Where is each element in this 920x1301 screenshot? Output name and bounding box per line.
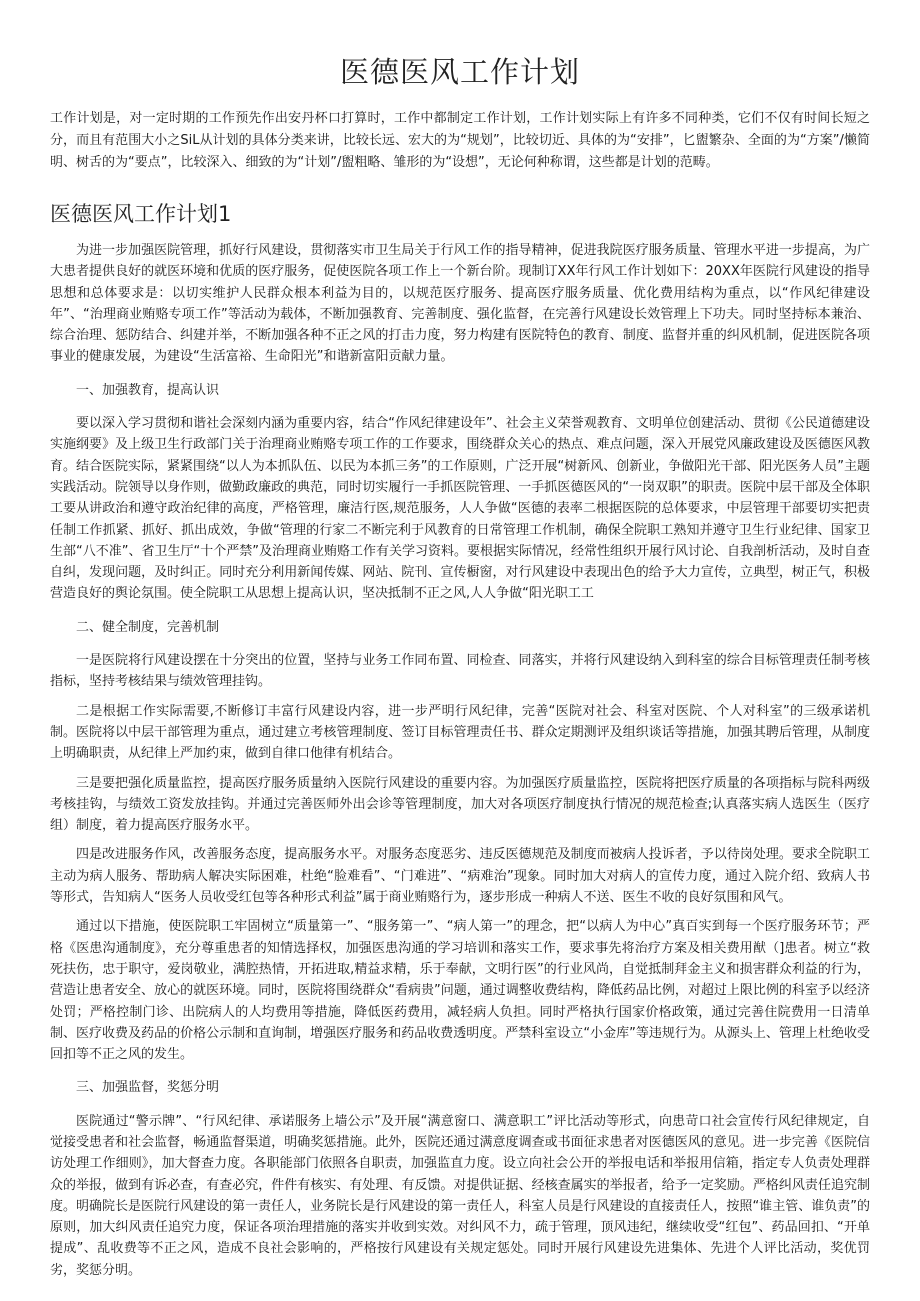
intro-paragraph: 工作计划是，对一定时期的工作预先作出安丹杯口打算时，工作中都制定工作计划，工作计划实际上有许多不同种类，它们不仅有时间长短之分，而且有范围大小之SiL从计划的具体分类来讲，比较长远、宏大的为“规划”，比较切近、具体的为“安排”，匕盥繁杂、全面的为“方案”/懒简明、树舌的为“要点”，比较深入、细致的为“计划”/盥粗略、雏形的为“设想”，无论何种称谓，这些都是计划的范畴。 [50, 111, 870, 170]
body-paragraph: 四是改进服务作风，改善服务态度，提高服务水平。对服务态度恶劣、违反医德规范及制度而被病人投诉者，予以待岗处理。要求全院职工主动为病人服务、帮助病人解决实际困难，杜绝“脸难看”、“门难进”、“病难治”现象。同时加大对病人的宣传力度，通过入院介绍、致病人书等形式，告知病人“医务人员收受红包等各种形式利益”属于商业贿赂行为，逐步形成一种病人不送、医生不收的良好氛围和风气。 [50, 847, 870, 906]
document-title: 医德医风工作计划 [339, 55, 580, 89]
body-paragraph: 医院通过“警示牌”、“行风纪律、承诺服务上墙公示”及开展“满意窗口、满意职工”评比活动等形式，向患苛口社会宣传行风纪律规定，自觉接受患者和社会监督，畅通监督渠道，明确奖惩措施。此外，医院还通过满意度调查或书面征求患者对医德医风的意见。进一步完善《医院信访处理工作细则》，加大督查力度。各职能部门依照各自职责，加强监直力度。设立向社会公开的举报电话和举报用信箱，指定专人负责处理群众的举报，做到有诉必查，有查必究，件件有核实、有处理、有反馈。对提供证据、经核查属实的举报者，给予一定奖励。严格纠风责任追究制度。明确院长是医院行风建设的第一责任人，业务院长是行风建设的第一责任人，科室人员是行风建设的直接责任人，按照“谁主管、谁负责”的原则，加大纠风责任追究力度，保证各项治理措施的落实并收到实效。对纠风不力，疏于管理，顶风违纪，继续收受“红包”、药品回扣、“开单提成”、乱收费等不正之风，造成不良社会影响的，严格按行风建设有关规定惩处。同时开展行风建设先进集体、先进个人评比活动，奖优罚劣，奖惩分明。 [50, 1113, 870, 1278]
section-heading: 三、加强监督，奖惩分明 [76, 1080, 220, 1096]
document-body [50, 240, 870, 1289]
body-paragraph: 一是医院将行风建设摆在十分突出的位置，坚持与业务工作同布置、同检查、同落实，并将行风建设纳入到科室的综合目标管理责任制考核指标，坚持考核结果与绩效管理挂钩。 [50, 653, 870, 690]
body-paragraph: 二是根据工作实际需要,不断修订丰富行风建设内容，进一步严明行风纪律，完善“医院对社会、科室对医院、个人对科室”的三级承诺机制。医院将以中层干部管理为重点，通过建立考核管理制度、签订目标管理责任书、群众定期测评及组织谈话等措施，加强其聘后管理，从制度上明确职责，从纪律上严加约束，做到自律口他律有机结合。 [50, 703, 870, 762]
body-paragraph: 要以深入学习贯彻和谐社会深刻内涵为重要内容，结合“作风纪律建设年”、社会主义荣誉观教育、文明单位创建活动、贯彻《公民道德建设实施纲要》及上级卫生行政部门关于治理商业贿赂专项工作的工作要求，围绕群众关心的热点、难点问题，深入开展党风廉政建设及医德医风教育。结合医院实际，紧紧围绕“以人为本抓队伍、以民为本抓三务”的工作原则，广泛开展“树新风、创新业，争做阳光干部、阳光医务人员”主题实践活动。院领导以身作则，做勤政廉政的典范，同时切实履行一手抓医院管理、一手抓医德医风的“一岗双职”的职责。医院中层干部及全体职工要从讲政治和遵守政治纪律的高度，严格管理，廉洁行医,规范服务，人人争做“医德的表率二根据医院的总体要求，中层管理干部要切实把责任制工作抓紧、抓好、抓出成效，争做“管理的行家二不断完利于风教育的日常管理工作机制，确保全院职工熟知并遵守卫生行业纪律、国家卫生部“八不准”、省卫生厅“十个严禁”及治理商业贿赂工作有关学习资料。要根据实际情况，经常性组织开展行风讨论、自我剖析活动，及时自查自纠，发现问题，及时纠正。同时充分利用新闻传媒、网站、院刊、宣传橱窗，对行风建设中表现出色的给予大力宣传，立典型，树正气，积极营造良好的舆论氛围。使全院职工从思想上提高认识，坚决抵制不正之风,人人争做“阳光职工工 [50, 416, 870, 602]
section-heading: 一、加强教育，提高认识 [76, 382, 220, 398]
section-heading: 二、健全制度，完善机制 [76, 619, 220, 635]
section-title: 医德医风工作计划1 [50, 202, 232, 226]
body-paragraph: 三是要把强化质量监控，提高医疗服务质量纳入医院行风建设的重要内容。为加强医疗质量监控，医院将把医疗质量的各项指标与院科两级考核挂钩，与绩效工资发放挂钩。并通过完善医师外出会诊等管理制度，加大对各项医疗制度执行情况的规范检查;认真落实病人选医生（医疗组）制度，着力提高医疗服务水平。 [50, 775, 870, 834]
body-paragraph: 通过以下措施，使医院职工牢固树立“质量第一”、“服务第一”、“病人第一”的理念，把“以病人为中心”真百实到每一个医疗服务环节；严格《医患沟通制度》，充分尊重患者的知情选择权，加强医患沟通的学习培训和落实工作，要求事先将治疗方案及相关费用猷（]患者。树立“救死扶伤，忠于职守，爱岗敬业，满腔热情，开拓进取,精益求精，乐于奉献，文明行医”的行业风尚，自觉抵制拜金主义和损害群众利益的行为，营造让患者安全、放心的就医环境。同时，医院将围绕群众“看病贵”问题，通过调整收费结构，降低药品比例，对超过上限比例的科室予以经济处罚；严格控制门诊、出院病人的人均费用等措施，降低医药费用，减轻病人负担。同时严格执行国家价格政策，通过完善住院费用一日清单制、医疗收费及药品的价格公示制和直询制，增强医疗服务和药品收费透明度。严禁科室设立“小金库”等违规行为。从源头上、管理上杜绝收受回扣等不正之风的发生。 [50, 919, 870, 1063]
body-paragraph: 为进一步加强医院管理，抓好行风建设，贯彻落实市卫生局关于行风工作的指导精神，促进我院医疗服务质量、管理水平进一步提高，为广大患者提供良好的就医环境和优质的医疗服务，促使医院各项工作上一个新台阶。现制订XX年行风工作计划如下：20XX年医院行风建设的指导思想和总体要求是：以切实维护人民群众根本利益为目的，以规范医疗服务、提高医疗服务质量、优化费用结构为重点，以“作风纪律建设年”、“治理商业贿赂专项工作”等活动为载体，不断加强教育、完善制度、强化监督，在完善行风建设长效管理上下功夫。同时坚持标本兼治、综合治理、惩防结合、纠建并举，不断加强各种不正之风的打击力度，努力构建有医院特色的教育、制度、监督并重的纠风机制，促进医院各项事业的健康发展，为建设“生活富裕、生命阳光”和谐新富阳贡献力量。 [50, 243, 870, 365]
